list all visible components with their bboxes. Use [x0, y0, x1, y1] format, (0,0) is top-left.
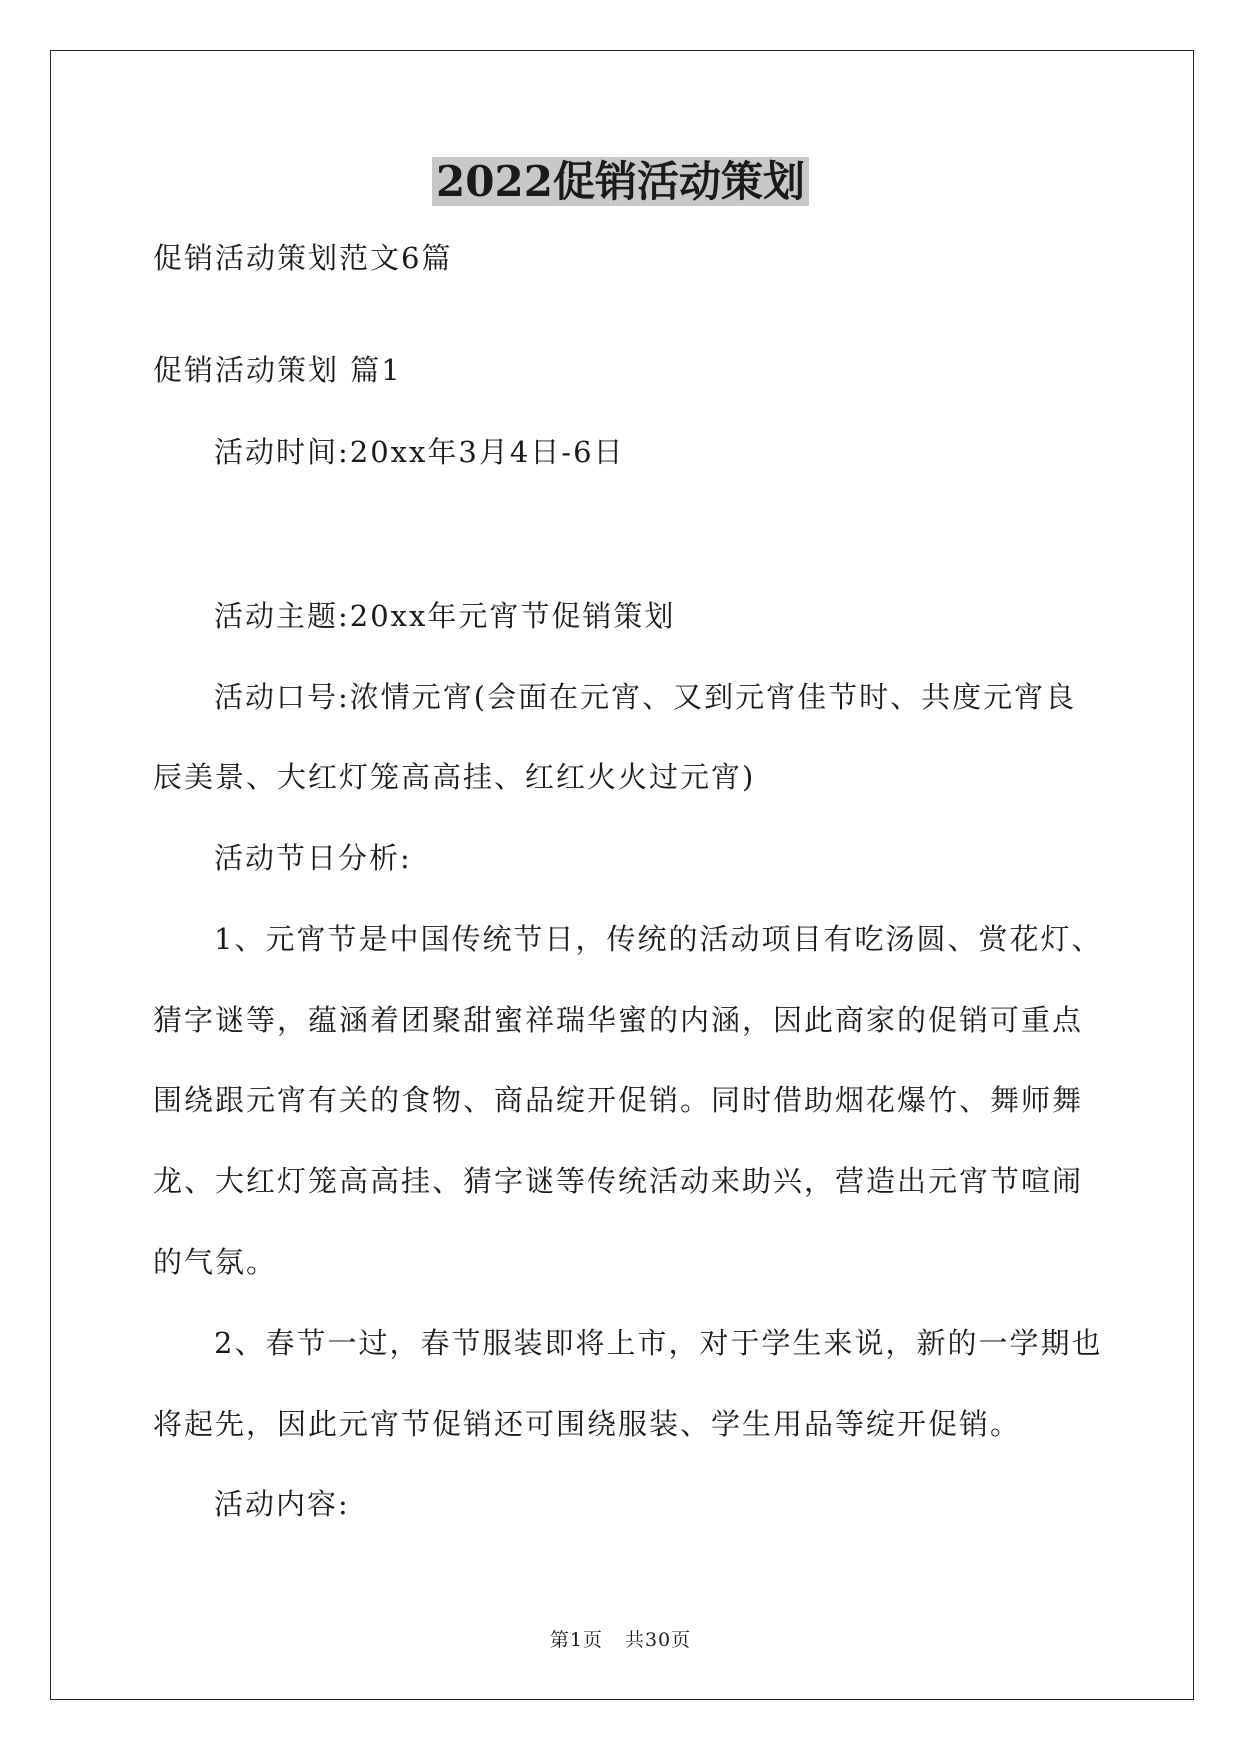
document-title-row	[0, 152, 1241, 212]
paragraph-line: 活动主题:20xx年元宵节促销策划	[214, 599, 676, 633]
paragraph-line: 活动时间:20xx年3月4日-6日	[214, 435, 625, 469]
page-number: 第1页	[549, 1629, 603, 1651]
document-title: 2022促销活动策划	[432, 157, 809, 206]
paragraph-line: 活动口号:浓情元宵(会面在元宵、又到元宵佳节时、共度元宵良	[214, 680, 1077, 714]
paragraph-line: 猜字谜等，蕴涵着团聚甜蜜祥瑞华蜜的内涵，因此商家的促销可重点	[153, 1003, 1084, 1037]
page-footer	[0, 1627, 1241, 1653]
page-total: 共30页	[624, 1629, 692, 1651]
paragraph-line: 促销活动策划 篇1	[153, 353, 402, 387]
paragraph-line: 的气氛。	[153, 1245, 278, 1279]
paragraph-line: 活动内容:	[214, 1487, 350, 1521]
paragraph-line: 活动节日分析:	[214, 841, 412, 875]
paragraph-line: 1、元宵节是中国传统节日，传统的活动项目有吃汤圆、赏花灯、	[214, 922, 1103, 956]
paragraph-line: 辰美景、大红灯笼高高挂、红红火火过元宵)	[153, 760, 756, 794]
paragraph-line: 围绕跟元宵有关的食物、商品绽开促销。同时借助烟花爆竹、舞师舞	[153, 1083, 1084, 1117]
paragraph-line: 2、春节一过，春节服装即将上市，对于学生来说，新的一学期也	[214, 1326, 1103, 1360]
paragraph-line: 促销活动策划范文6篇	[153, 241, 453, 275]
paragraph-line: 将起先，因此元宵节促销还可围绕服装、学生用品等绽开促销。	[153, 1407, 1022, 1441]
paragraph-line: 龙、大红灯笼高高挂、猜字谜等传统活动来助兴，营造出元宵节喧闹	[153, 1164, 1084, 1198]
